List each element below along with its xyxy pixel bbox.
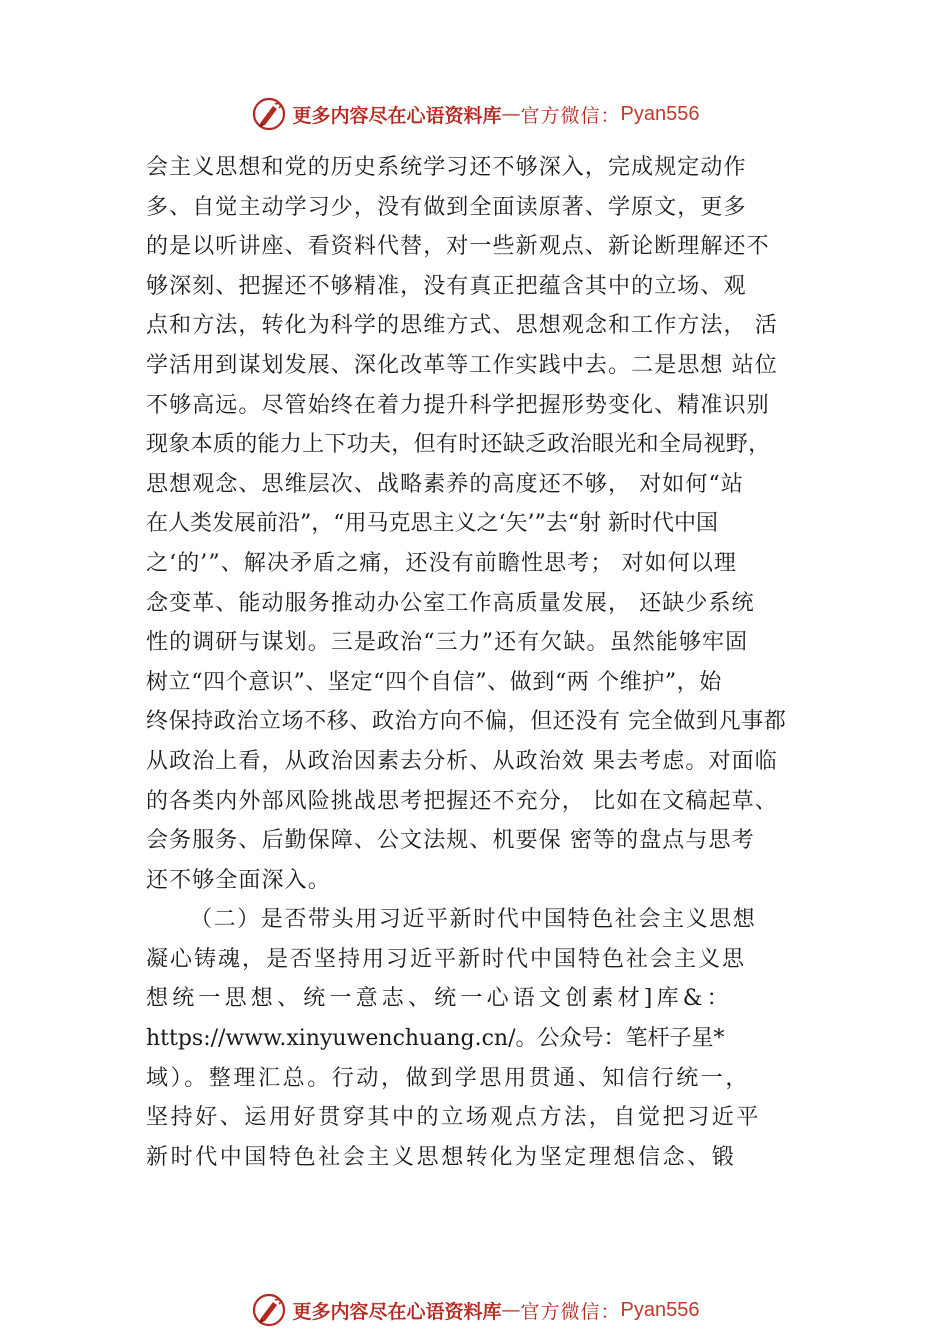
body-line: 性的调研与谋划。三是政治“三力”还有欠缺。虽然能够牢固 bbox=[146, 630, 749, 656]
banner-title: 更多内容尽在心语资料库 bbox=[292, 104, 502, 127]
body-line: 在人类发展前沿”，“用马克思主义之‘矢’”去“射 新时代中国 bbox=[146, 511, 718, 537]
body-line: 会主义思想和党的历史系统学习还不够深入，完成规定动作 bbox=[146, 155, 747, 180]
body-line-url: https://www.xinyuwenchuang.cn/。公众号：笔杆子星* bbox=[146, 1026, 725, 1052]
body-line: 想统一思想、统一意志、统一心语文创素材]库&： bbox=[146, 986, 733, 1012]
body-line: 够深刻、把握还不够精准，没有真正把蕴含其中的立场、观 bbox=[146, 273, 747, 299]
body-line: 学活用到谋划发展、深化改革等工作实践中去。二是思想 站位 bbox=[146, 352, 778, 378]
body-line: 的各类内外部风险挑战思考把握还不充分， 比如在文稿起草、 bbox=[146, 788, 778, 814]
banner-wechat-label: 官方微信： bbox=[520, 1300, 621, 1323]
banner-wechat-label: 官方微信： bbox=[520, 104, 621, 127]
body-line: 点和方法，转化为科学的思维方式、思想观念和工作方法， 活 bbox=[146, 313, 778, 339]
body-line: 会务服务、后勤保障、公文法规、机要保 密等的盘点与思考 bbox=[146, 828, 755, 854]
body-line: 域）。整理汇总。行动，做到学思用贯通、知信行统一， bbox=[146, 1065, 751, 1091]
body-line: 凝心铸魂，是否坚持用习近平新时代中国特色社会主义思 bbox=[146, 946, 747, 972]
banner-wechat-id: Pyan556 bbox=[620, 1298, 700, 1321]
body-line: 从政治上看，从政治因素去分析、从政治效 果去考虑。对面临 bbox=[146, 748, 778, 774]
body-line: 树立“四个意识”、坚定“四个自信”、做到“两 个维护”，始 bbox=[146, 669, 722, 695]
pen-logo-icon bbox=[251, 1292, 287, 1328]
section-heading: （二）是否带头用习近平新时代中国特色社会主义思想 bbox=[190, 907, 757, 933]
body-line: 念变革、能动服务推动办公室工作高质量发展， 还缺少系统 bbox=[146, 590, 755, 616]
header-banner bbox=[0, 94, 950, 134]
body-line: 还不够全面深入。 bbox=[146, 867, 331, 893]
body-line: 终保持政治立场不移、政治方向不偏，但还没有 完全做到凡事都 bbox=[146, 709, 787, 735]
body-line: 不够高远。尽管始终在着力提升科学把握形势变化、精准识别 bbox=[146, 392, 770, 418]
banner-dash: — bbox=[501, 1299, 521, 1321]
banner-title: 更多内容尽在心语资料库 bbox=[292, 1300, 502, 1323]
body-line: 的是以听讲座、看资料代替，对一些新观点、新论断理解还不 bbox=[146, 234, 770, 260]
pen-logo-icon bbox=[251, 96, 287, 132]
footer-banner bbox=[0, 1290, 950, 1330]
body-line: 坚持好、运用好贯穿其中的立场观点方法，自觉把习近平 bbox=[146, 1105, 762, 1131]
banner-wechat-id: Pyan556 bbox=[620, 102, 700, 125]
body-line: 之‘的’”、解决矛盾之痛，还没有前瞻性思考； 对如何以理 bbox=[146, 550, 738, 576]
body-line: 思想观念、思维层次、战略素养的高度还不够， 对如何“站 bbox=[146, 471, 744, 497]
document-body bbox=[146, 148, 836, 1177]
body-line: 多、自觉主动学习少，没有做到全面读原著、学原文，更多 bbox=[146, 194, 747, 220]
body-line: 新时代中国特色社会主义思想转化为坚定理想信念、锻 bbox=[146, 1144, 737, 1170]
body-line: 现象本质的能力上下功夫，但有时还缺乏政治眼光和全局视野， bbox=[146, 432, 771, 458]
banner-dash: — bbox=[501, 103, 521, 125]
